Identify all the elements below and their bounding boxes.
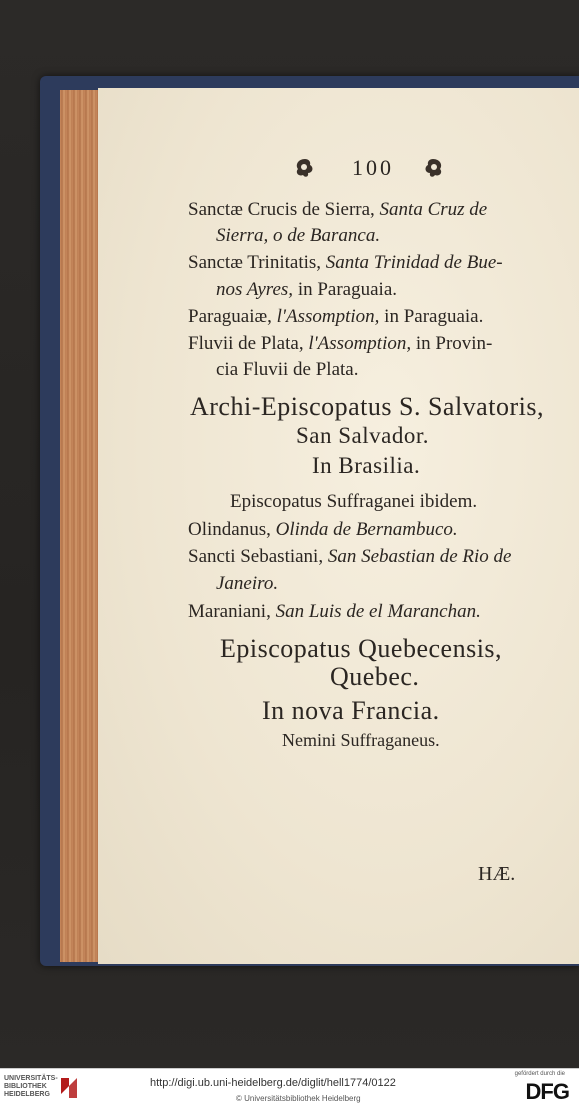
source-url[interactable]: http://digi.ub.uni-heidelberg.de/diglit/hell1774/0122 xyxy=(150,1077,396,1089)
section-region: In Brasilia. xyxy=(312,453,421,478)
section-subheading: San Salvador. xyxy=(296,423,429,448)
section-region: In nova Francia. xyxy=(262,696,440,725)
diocese-entry: Sancti Sebastiani, San Sebastian de Rio de xyxy=(188,546,512,567)
right-fleuron-icon xyxy=(420,156,446,180)
text-line: Paraguaiæ, l'Assomption, in Paraguaia. xyxy=(188,306,484,327)
text-line: cia Fluvii de Plata. xyxy=(216,359,359,380)
text-line: Sierra, o de Baranca. xyxy=(216,225,381,246)
diocese-entry: Maraniani, San Luis de el Maranchan. xyxy=(188,601,481,622)
section-subheading: Quebec. xyxy=(330,662,420,691)
section-heading: Episcopatus Quebecensis, xyxy=(220,634,503,663)
footer-bar xyxy=(0,1068,579,1110)
text-line: Fluvii de Plata, l'Assomption, in Provin- xyxy=(188,333,493,354)
diocese-entry-continued: Janeiro. xyxy=(216,573,279,594)
section-heading: Archi-Episcopatus S. Salvatoris, xyxy=(190,392,544,421)
funder-logo: DFG xyxy=(525,1079,569,1104)
library-logo-text: UNIVERSITÄTS- BIBLIOTHEK HEIDELBERG xyxy=(4,1075,58,1098)
suffragan-title: Episcopatus Suffraganei ibidem. xyxy=(230,491,478,512)
left-fleuron-icon xyxy=(292,156,318,180)
text-line: Sanctæ Trinitatis, Santa Trinidad de Bue- xyxy=(188,252,503,273)
section-note: Nemini Suffraganeus. xyxy=(282,730,440,750)
copyright-text: © Universitätsbibliothek Heidelberg xyxy=(236,1094,361,1103)
diocese-entry: Olindanus, Olinda de Bernambuco. xyxy=(188,519,458,540)
catchword: HÆ. xyxy=(478,863,516,885)
text-line: nos Ayres, in Paraguaia. xyxy=(216,279,397,300)
page-number: 100 xyxy=(352,155,394,180)
library-logo-icon xyxy=(58,1074,80,1102)
text-line: Sanctæ Crucis de Sierra, Santa Cruz de xyxy=(188,199,488,220)
funder-note: gefördert durch die xyxy=(514,1071,565,1077)
